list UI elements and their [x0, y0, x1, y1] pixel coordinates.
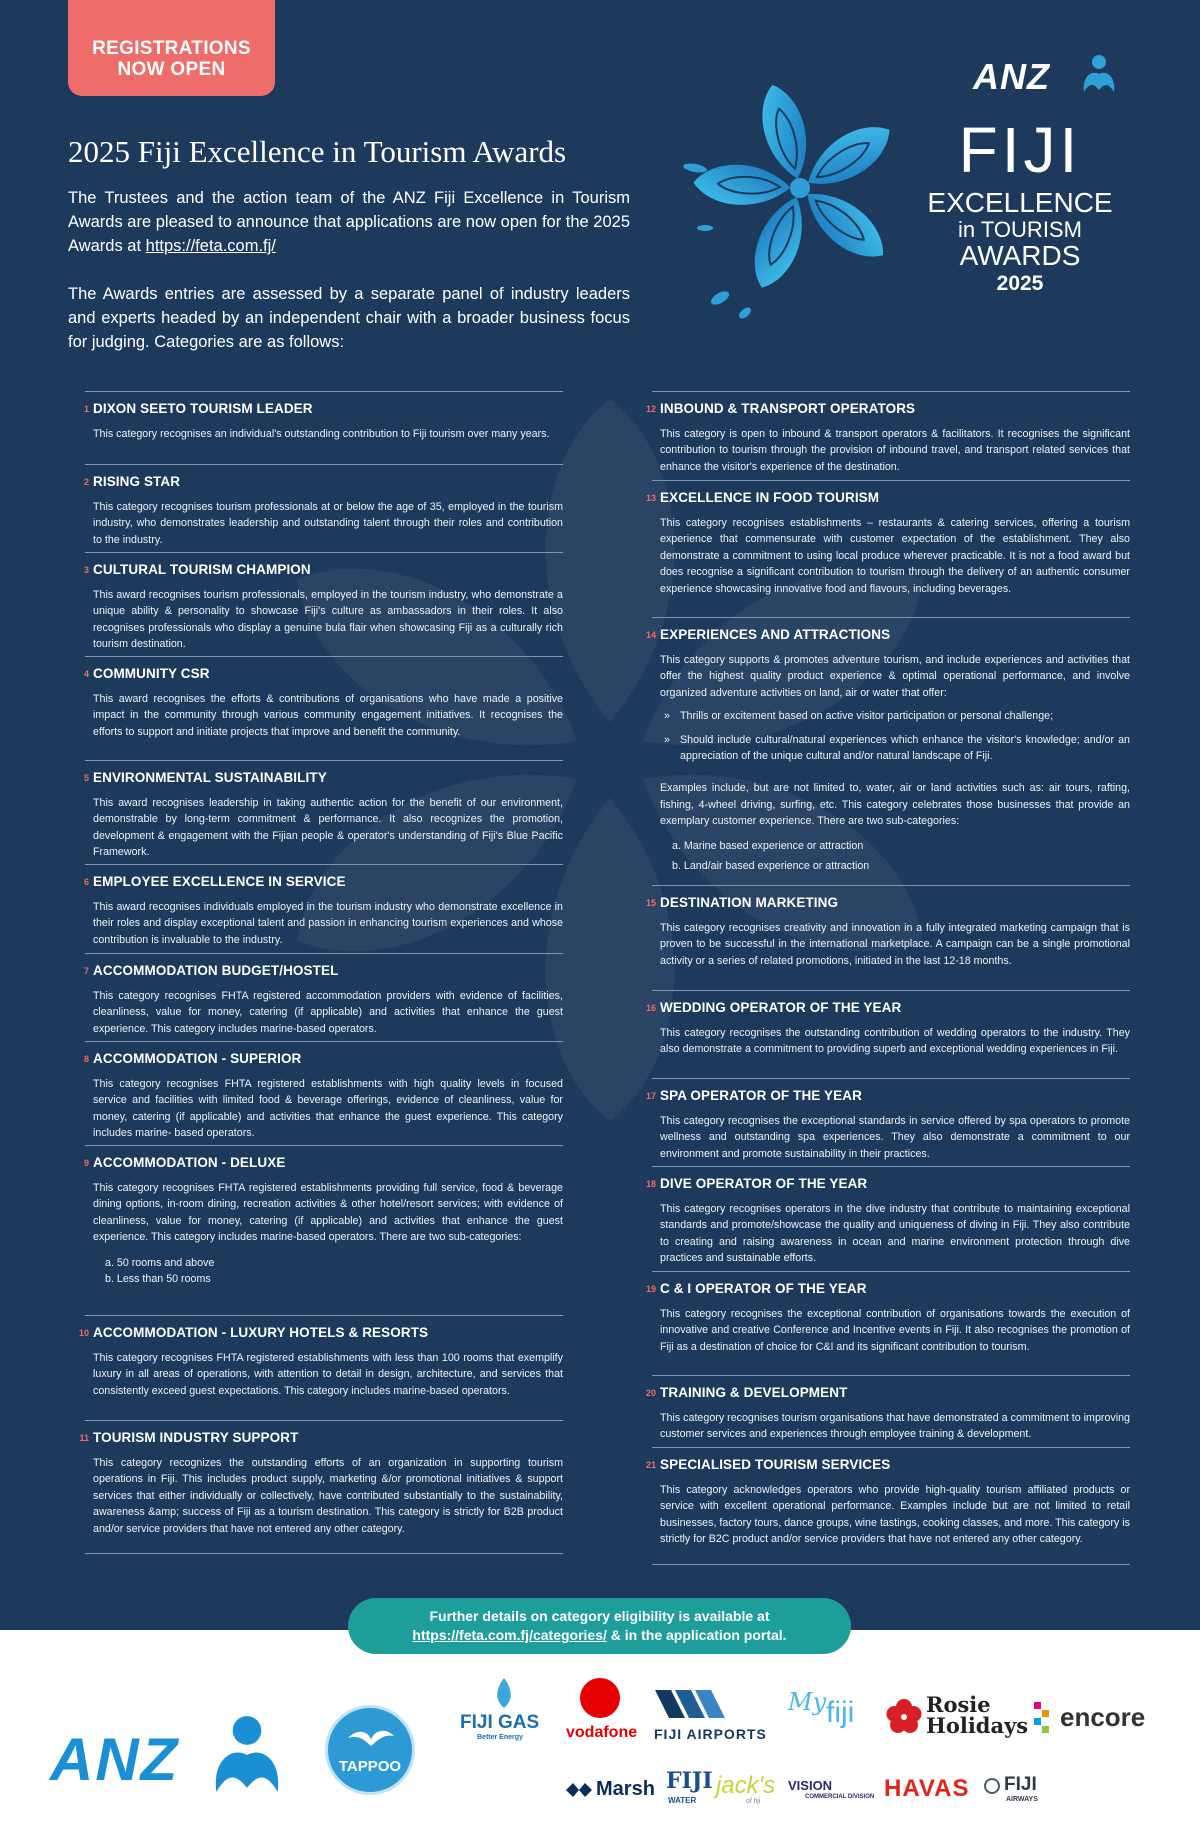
category-20	[645, 1375, 1130, 1447]
category-16	[645, 990, 1130, 1078]
category-number: 13	[645, 493, 656, 503]
category-number: 7	[83, 966, 89, 976]
vision-sub: COMMERCIAL DIVISION	[805, 1794, 875, 1800]
sponsor-rosie-1: Rosie	[926, 1692, 991, 1717]
vodafone-mark-icon	[580, 1678, 620, 1718]
awards-logo	[675, 48, 1155, 348]
category-description: This award recognises the efforts & contributions of organisations who have made a positive impact in the community through various community engagement initiatives. It recognises the efforts to support and initiate projects that improve and benefit the community.	[93, 693, 563, 738]
category-title: ACCOMMODATION BUDGET/HOSTEL	[93, 963, 339, 978]
category-description: This category recognises tourism organisations that have demonstrated a commitment to improving customer services and experiences through employee training & development.	[660, 1412, 1130, 1441]
category-21	[645, 1447, 1130, 1565]
category-description: This award recognises individuals employed in the tourism industry who demonstrate excellence in their roles and display exceptional talent and passion in enhancing tourism experiences and whose contribution is invaluable to the industry.	[93, 901, 563, 946]
category-description: This category recognises an individual's outstanding contribution to Fiji tourism over many years.	[93, 428, 550, 440]
sponsor-havas: HAVAS	[884, 1775, 970, 1802]
sponsor-logos	[0, 1630, 1200, 1846]
category-description: This category recognises FHTA registered establishments providing full service, food & beverage dining options, in-room dining, recreation activities & other hotel/resort services; with evidence of cleanliness, value for money, catering (if applicable) and activities that enhance the guest experience. This category includes marine-based operators. There are two sub-categories:	[93, 1182, 563, 1244]
category-1	[85, 391, 563, 464]
category-7	[85, 953, 563, 1041]
category-title: EXPERIENCES AND ATTRACTIONS	[660, 627, 891, 642]
sponsor-vodafone: vodafone	[566, 1724, 638, 1741]
category-13	[645, 480, 1130, 617]
category-title: ENVIRONMENTAL SUSTAINABILITY	[93, 770, 327, 785]
category-14	[645, 617, 1130, 885]
sponsor-anz: ANZ	[50, 1726, 180, 1793]
category-number: 9	[83, 1158, 89, 1168]
sponsor-fiji-water: FIJI	[666, 1768, 713, 1794]
gas-flame-icon	[493, 1676, 515, 1710]
category-number: 6	[83, 877, 89, 887]
category-description: This category recognises FHTA registered accommodation providers with evidence of facilities, cleanliness, value for money, catering (if applicable) and activities that enhance the guest experience. This category includes marine-based operators.	[93, 990, 563, 1035]
category-title: ACCOMMODATION - SUPERIOR	[93, 1051, 302, 1066]
logo-year-text: 2025	[996, 272, 1044, 295]
jacks-sub: of fiji	[746, 1798, 761, 1805]
category-18	[645, 1166, 1130, 1271]
category-description: This category supports & promotes adventure tourism, and include experiences and activities that offer the highest quality product experience & optimal operational performance, and involve organized adventure activities on land, air or water that offer:	[660, 654, 1130, 699]
bullet-item: » Should include cultural/natural experiences which enhance the visitor's knowledge; and/or an appreciation of the unique cultural and/or natural landscape of Fiji.	[664, 733, 1130, 763]
encore-mark-icon	[1034, 1702, 1058, 1734]
badge-line-2: NOW OPEN	[117, 59, 226, 80]
category-description: This category recognises tourism professionals at or below the age of 35, employed in the tourism industry, who demonstrates leadership and outstanding talent through their roles and contribution to the industry.	[93, 501, 563, 546]
sponsor-vision: VISION	[788, 1778, 833, 1793]
hibiscus-icon	[885, 1698, 923, 1736]
category-number: 14	[645, 630, 656, 640]
category-title: ACCOMMODATION - DELUXE	[93, 1155, 286, 1170]
category-number: 1	[83, 404, 89, 414]
category-number: 3	[83, 565, 89, 575]
category-number: 20	[645, 1388, 656, 1398]
category-number: 21	[645, 1460, 656, 1470]
category-2	[85, 464, 563, 552]
intro-paragraph-1	[68, 186, 630, 258]
category-19	[645, 1271, 1130, 1375]
logo-in-tourism-text: in TOURISM	[958, 217, 1082, 242]
sub-category-b: b. Less than 50 rooms	[105, 1273, 211, 1286]
category-description: This category recognises creativity and innovation in a fully integrated marketing campaign that is proven to be successful in the international marketplace. A campaign can be a single promotional activity or a series of related promotions, initiated in the last 12-18 months.	[660, 922, 1130, 967]
category-15	[645, 885, 1130, 990]
category-number: 15	[645, 898, 656, 908]
logo-awards-text: AWARDS	[959, 240, 1081, 271]
anz-figure-icon	[208, 1710, 286, 1800]
sub-category-a: a. 50 rooms and above	[105, 1256, 215, 1269]
category-title: SPECIALISED TOURISM SERVICES	[660, 1457, 891, 1472]
category-number: 11	[79, 1433, 89, 1443]
logo-fiji-text: FIJI	[958, 114, 1082, 186]
sponsor-my-fiji-script: My	[788, 1688, 827, 1716]
category-title: ACCOMMODATION - LUXURY HOTELS & RESORTS	[93, 1325, 429, 1340]
category-title: RISING STAR	[93, 474, 181, 489]
category-number: 10	[78, 1328, 89, 1338]
category-description: This award recognises leadership in taking authentic action for the benefit of our environment, demonstrable by long-term commitment & performance. It also recognizes the promotion, development & engagement with the Fijian people & operator's understanding of Fiji's Blue Pacific Framework.	[93, 797, 563, 859]
bird-icon	[346, 1724, 396, 1750]
category-11	[79, 1420, 563, 1554]
sponsor-tappoo: TAPPOO	[338, 1758, 402, 1775]
category-description: This category recognises establishments – restaurants & catering services, offering a tourism experience that commensurate with customer expectation of the establishment. They also demonstrate a commitment to using local produce wherever practicable. It is not a food award but does recognise a significant contribution to tourism through the delivery of an authentic consumer experience showcasing innovative food and flavours, including beverages.	[660, 517, 1130, 595]
category-title: INBOUND & TRANSPORT OPERATORS	[660, 401, 916, 416]
categories-right-column	[645, 391, 1130, 1565]
category-title: DESTINATION MARKETING	[660, 895, 839, 910]
category-description: This category recognizes the outstanding efforts of an organization in supporting tourism operations in Fiji. This includes product supply, marketing &/or promotional initiatives & support services that either individually or collectively, have contributed substantially to the sustainability, awareness &amp; success of Fiji as a tourism destination. This category is strictly for B2B product and/or service providers that have not entered any other category.	[93, 1457, 563, 1535]
fiji-gas-tagline: Better Energy	[477, 1734, 523, 1741]
badge-line-1: REGISTRATIONS	[92, 38, 251, 59]
category-title: COMMUNITY CSR	[93, 666, 210, 681]
category-9	[85, 1145, 563, 1315]
category-5	[85, 760, 563, 864]
fiji-airways-mark-icon	[984, 1778, 1000, 1794]
category-details-banner	[348, 1598, 851, 1654]
category-number: 18	[645, 1179, 656, 1189]
feta-link[interactable]: https://feta.com.fj/	[145, 237, 276, 255]
category-number: 4	[83, 669, 89, 679]
sub-category-b: b. Land/air based experience or attraction	[672, 859, 870, 872]
category-number: 2	[83, 477, 89, 487]
category-title: WEDDING OPERATOR OF THE YEAR	[660, 1000, 902, 1015]
category-number: 16	[645, 1003, 656, 1013]
intro-paragraph-2: The Awards entries are assessed by a separate panel of industry leaders and experts headed by an independent chair with a broader business focus for judging. Categories are as follows:	[68, 285, 630, 351]
category-description: This category recognises the outstanding contribution of wedding operators to the industry. They also demonstrate a commitment to providing superb and exceptional wedding experiences in Fiji.	[660, 1027, 1130, 1056]
category-examples: Examples include, but are not limited to, water, air or land activities such as: air tours, rafting, fishing, 4-wheel driving, surfing, etc. This category celebrates those businesses that provide an exemplary customer experience. There are two sub-categories:	[660, 782, 1130, 828]
anz-figure-icon	[1080, 52, 1118, 96]
tappoo-logo	[325, 1705, 415, 1795]
page-title: 2025 Fiji Excellence in Tourism Awards	[68, 134, 567, 169]
sub-category-a: a. Marine based experience or attraction	[672, 839, 864, 852]
fiji-airways-sub: AIRWAYS	[1006, 1796, 1038, 1803]
category-title: CULTURAL TOURISM CHAMPION	[93, 562, 311, 577]
category-number: 5	[83, 773, 89, 783]
category-17	[645, 1078, 1130, 1166]
category-12	[645, 391, 1130, 480]
fiji-flower-icon	[680, 68, 920, 338]
banner-line-1: Further details on category eligibility is available at	[429, 1608, 770, 1624]
category-title: TRAINING & DEVELOPMENT	[660, 1385, 848, 1400]
logo-excellence-text: EXCELLENCE	[927, 187, 1113, 218]
registrations-badge	[68, 0, 275, 96]
category-title: C & I OPERATOR OF THE YEAR	[660, 1281, 867, 1296]
category-4	[85, 656, 563, 760]
category-description: This category acknowledges operators who provide high-quality tourism affiliated products or service with excellent operational performance. Examples include but are not limited to retail businesses, factory tours, dance groups, wine tastings, cooking classes, and more. This category is strictly for B2C product and/or service providers that have not entered any other category.	[660, 1484, 1130, 1546]
bullet-text: Should include cultural/natural experiences which enhance the visitor's knowledge; and/or an appreciation of the unique cultural and/or natural landscape of Fiji.	[680, 733, 1130, 763]
category-description: This category recognises the exceptional standards in service offered by spa operators to promote wellness and outstanding spa experiences. They also demonstrate a commitment to our environment and promote sustainability in their practices.	[660, 1115, 1130, 1160]
sponsor-encore: encore	[1060, 1702, 1146, 1732]
sponsor-marsh: Marsh	[596, 1778, 655, 1800]
marsh-mark-icon	[566, 1783, 592, 1797]
intro-p1-text: The Trustees and the action team of the ANZ Fiji Excellence in Tourism Awards are pleased to announce that applications are now open for the 2025 Awards at	[68, 189, 631, 255]
category-title: EMPLOYEE EXCELLENCE IN SERVICE	[93, 874, 346, 889]
category-number: 17	[645, 1091, 656, 1101]
fiji-water-sub: WATER	[668, 1796, 697, 1805]
category-title: EXCELLENCE IN FOOD TOURISM	[660, 490, 880, 505]
category-number: 8	[83, 1054, 89, 1064]
category-8	[85, 1041, 563, 1145]
category-10	[78, 1315, 563, 1420]
category-description: This category recognises operators in the dive industry that contribute to maintaining exceptional standards and promote/showcase the quality and uniqueness of diving in Fiji. They also contribute to creating and raising awareness in ocean and marine environment protection through dive practices and sustainable efforts.	[660, 1203, 1130, 1265]
category-description: This category is open to inbound & transport operators & facilitators. It recognises the significant contribution to tourism through the provision of inbound travel, and transport related services that enhance the visitor's experience of the destination.	[660, 428, 1130, 473]
category-title: TOURISM INDUSTRY SUPPORT	[93, 1430, 299, 1445]
sponsor-my-fiji: fiji	[826, 1696, 855, 1729]
anz-wordmark: ANZ	[973, 56, 1050, 97]
category-description: This category recognises FHTA registered establishments with less than 100 rooms that exemplify luxury in all areas of operations, with attention to detail in design, architecture, and services that consistently exceed guest expectations. This category includes marine-based operators.	[93, 1352, 563, 1397]
sponsor-jacks: jack's	[716, 1772, 776, 1799]
category-title: DIXON SEETO TOURISM LEADER	[93, 401, 313, 416]
category-description: This category recognises the exceptional contribution of organisations towards the execution of innovative and creative Conference and Incentive events in Fiji. It also recognises the promotion of Fiji as a destination of choice for C&I and its significant contribution to tourism.	[660, 1308, 1130, 1353]
banner-line-2-rest: & in the application portal.	[606, 1627, 787, 1643]
categories-left-column	[78, 391, 563, 1554]
sponsor-fiji-gas: FIJI GAS	[460, 1712, 540, 1733]
categories-link[interactable]: https://feta.com.fj/categories/	[412, 1627, 607, 1643]
category-3	[85, 552, 563, 656]
category-number: 12	[645, 404, 656, 414]
bullet-text: Thrills or excitement based on active visitor participation or personal challenge;	[680, 710, 1054, 723]
category-number: 19	[645, 1284, 656, 1294]
category-description: This award recognises tourism professionals, employed in the tourism industry, who demonstrate a unique ability & personality to showcase Fiji's culture as ambassadors in their roles. It also recognises professionals who display a genuine bula flair when showcasing Fiji as a culturally rich tourism destination.	[93, 589, 563, 651]
intro-text	[68, 186, 630, 378]
category-title: SPA OPERATOR OF THE YEAR	[660, 1088, 862, 1103]
sponsor-rosie-2: Holidays	[926, 1713, 1029, 1738]
category-6	[85, 864, 563, 953]
sponsor-fiji-airways: FIJI	[1004, 1774, 1037, 1795]
airports-stripes-icon	[655, 1690, 731, 1718]
banner-line-2	[348, 1626, 851, 1645]
bullet-item: » Thrills or excitement based on active visitor participation or personal challenge;	[664, 710, 1054, 723]
category-title: DIVE OPERATOR OF THE YEAR	[660, 1176, 868, 1191]
category-description: This category recognises FHTA registered establishments with high quality levels in focused service and facilities with limited food & beverage offerings, evidence of cleanliness, value for money, catering (if applicable) and activities that enhance the guest experience. This category includes marine- based operators.	[93, 1078, 563, 1140]
sponsor-fiji-airports: FIJI AIRPORTS	[654, 1726, 767, 1742]
